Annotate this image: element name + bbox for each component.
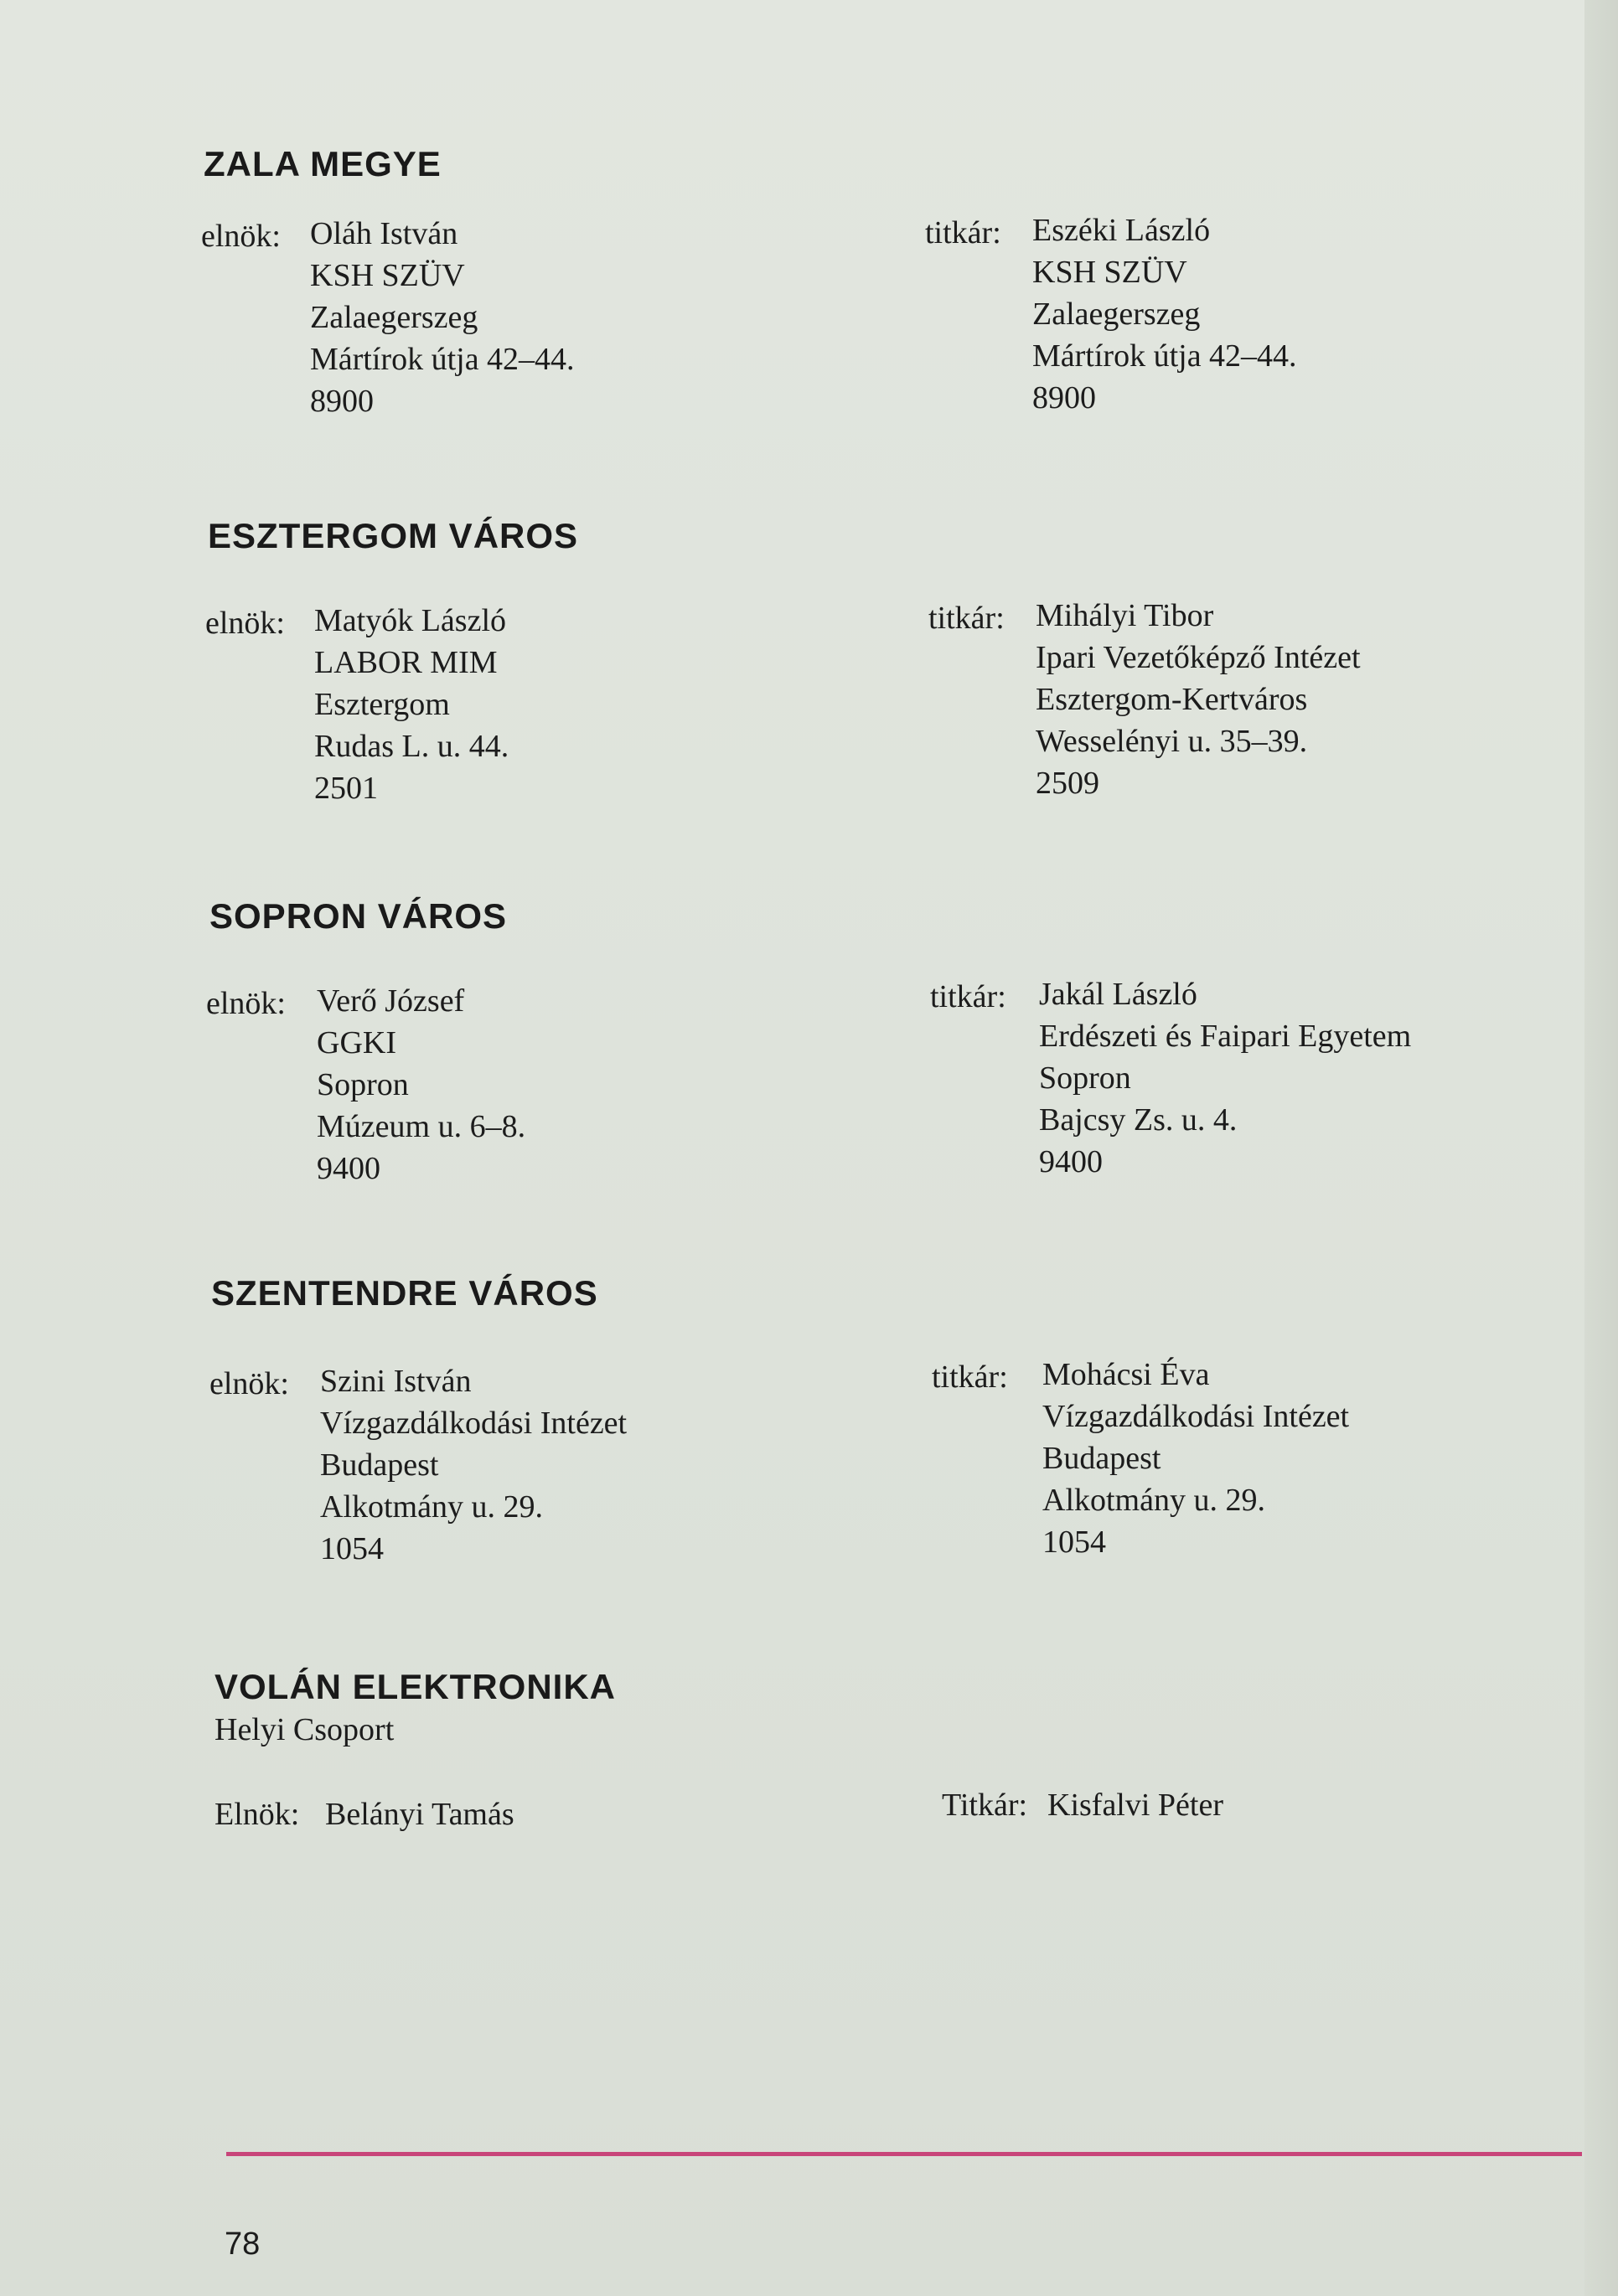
esztergom-president-block [314, 600, 509, 809]
esztergom-president-line: Esztergom [314, 687, 450, 722]
page-edge [1584, 0, 1618, 2296]
volan-president-label: Elnök: [215, 1797, 300, 1832]
szentendre-president-line: Budapest [320, 1447, 439, 1483]
szentendre-secretary-label: titkár: [932, 1360, 1008, 1395]
zala-secretary-line: Eszéki László [1032, 213, 1211, 248]
szentendre-president-block [320, 1360, 627, 1570]
esztergom-secretary-line: Ipari Vezetőképző Intézet [1036, 640, 1361, 675]
esztergom-secretary-label: titkár: [928, 601, 1005, 636]
zala-president-line: Zalaegerszeg [310, 300, 478, 335]
esztergom-president-line: LABOR MIM [314, 645, 498, 680]
section-title-volan: VOLÁN ELEKTRONIKA [215, 1667, 616, 1706]
szentendre-secretary-block [1042, 1354, 1349, 1563]
volan-subtitle: Helyi Csoport [215, 1712, 395, 1747]
esztergom-secretary-line: Wesselényi u. 35–39. [1036, 724, 1308, 759]
esztergom-president-line: 2501 [314, 771, 378, 806]
volan-secretary-name: Kisfalvi Péter [1047, 1788, 1224, 1823]
zala-president-block [310, 213, 575, 422]
sopron-secretary-line: Jakál László [1039, 977, 1197, 1012]
volan-president-name: Belányi Tamás [325, 1797, 514, 1832]
sopron-secretary-line: Erdészeti és Faipari Egyetem [1039, 1019, 1412, 1054]
section-title-zala: ZALA MEGYE [204, 144, 442, 183]
esztergom-secretary-line: Mihályi Tibor [1036, 598, 1214, 633]
sopron-president-line: Sopron [317, 1067, 409, 1102]
sopron-secretary-line: Sopron [1039, 1060, 1131, 1096]
szentendre-president-line: 1054 [320, 1531, 384, 1566]
sopron-secretary-line: Bajcsy Zs. u. 4. [1039, 1102, 1238, 1138]
zala-secretary-label: titkár: [925, 215, 1001, 250]
esztergom-president-label: elnök: [205, 606, 285, 641]
zala-secretary-line: Zalaegerszeg [1032, 297, 1201, 332]
sopron-secretary-block [1039, 973, 1411, 1183]
sopron-president-line: Múzeum u. 6–8. [317, 1109, 526, 1144]
szentendre-secretary-line: Alkotmány u. 29. [1042, 1483, 1265, 1518]
esztergom-president-line: Rudas L. u. 44. [314, 729, 509, 764]
esztergom-secretary-line: Esztergom-Kertváros [1036, 682, 1308, 717]
zala-president-label: elnök: [201, 219, 281, 254]
sopron-president-line: GGKI [317, 1025, 396, 1060]
footer-rule [226, 2152, 1582, 2156]
esztergom-secretary-block [1036, 595, 1361, 804]
zala-president-line: Mártírok útja 42–44. [310, 342, 575, 377]
szentendre-secretary-line: Budapest [1042, 1441, 1161, 1476]
zala-president-line: Oláh István [310, 216, 458, 251]
sopron-president-line: 9400 [317, 1151, 380, 1186]
szentendre-president-line: Vízgazdálkodási Intézet [320, 1406, 628, 1441]
esztergom-secretary-line: 2509 [1036, 766, 1099, 801]
volan-secretary-label: Titkár: [942, 1788, 1028, 1823]
sopron-president-block [317, 980, 525, 1189]
sopron-president-label: elnök: [206, 986, 286, 1021]
sopron-secretary-label: titkár: [930, 979, 1006, 1014]
zala-secretary-block [1032, 209, 1297, 419]
zala-president-line: KSH SZÜV [310, 258, 465, 293]
page-number: 78 [225, 2226, 261, 2262]
zala-secretary-line: Mártírok útja 42–44. [1032, 338, 1297, 374]
szentendre-president-label: elnök: [209, 1366, 289, 1401]
section-title-sopron: SOPRON VÁROS [209, 896, 508, 936]
szentendre-president-line: Alkotmány u. 29. [320, 1489, 543, 1525]
zala-secretary-line: KSH SZÜV [1032, 255, 1187, 290]
zala-secretary-line: 8900 [1032, 380, 1096, 415]
zala-president-line: 8900 [310, 384, 374, 419]
section-title-esztergom: ESZTERGOM VÁROS [208, 516, 579, 555]
szentendre-secretary-line: 1054 [1042, 1525, 1106, 1560]
szentendre-president-line: Szini István [320, 1364, 472, 1399]
szentendre-secretary-line: Vízgazdálkodási Intézet [1042, 1399, 1350, 1434]
esztergom-president-line: Matyók László [314, 603, 507, 638]
szentendre-secretary-line: Mohácsi Éva [1042, 1357, 1210, 1392]
section-title-szentendre: SZENTENDRE VÁROS [211, 1273, 598, 1313]
sopron-secretary-line: 9400 [1039, 1144, 1103, 1179]
sopron-president-line: Verő József [317, 983, 465, 1019]
